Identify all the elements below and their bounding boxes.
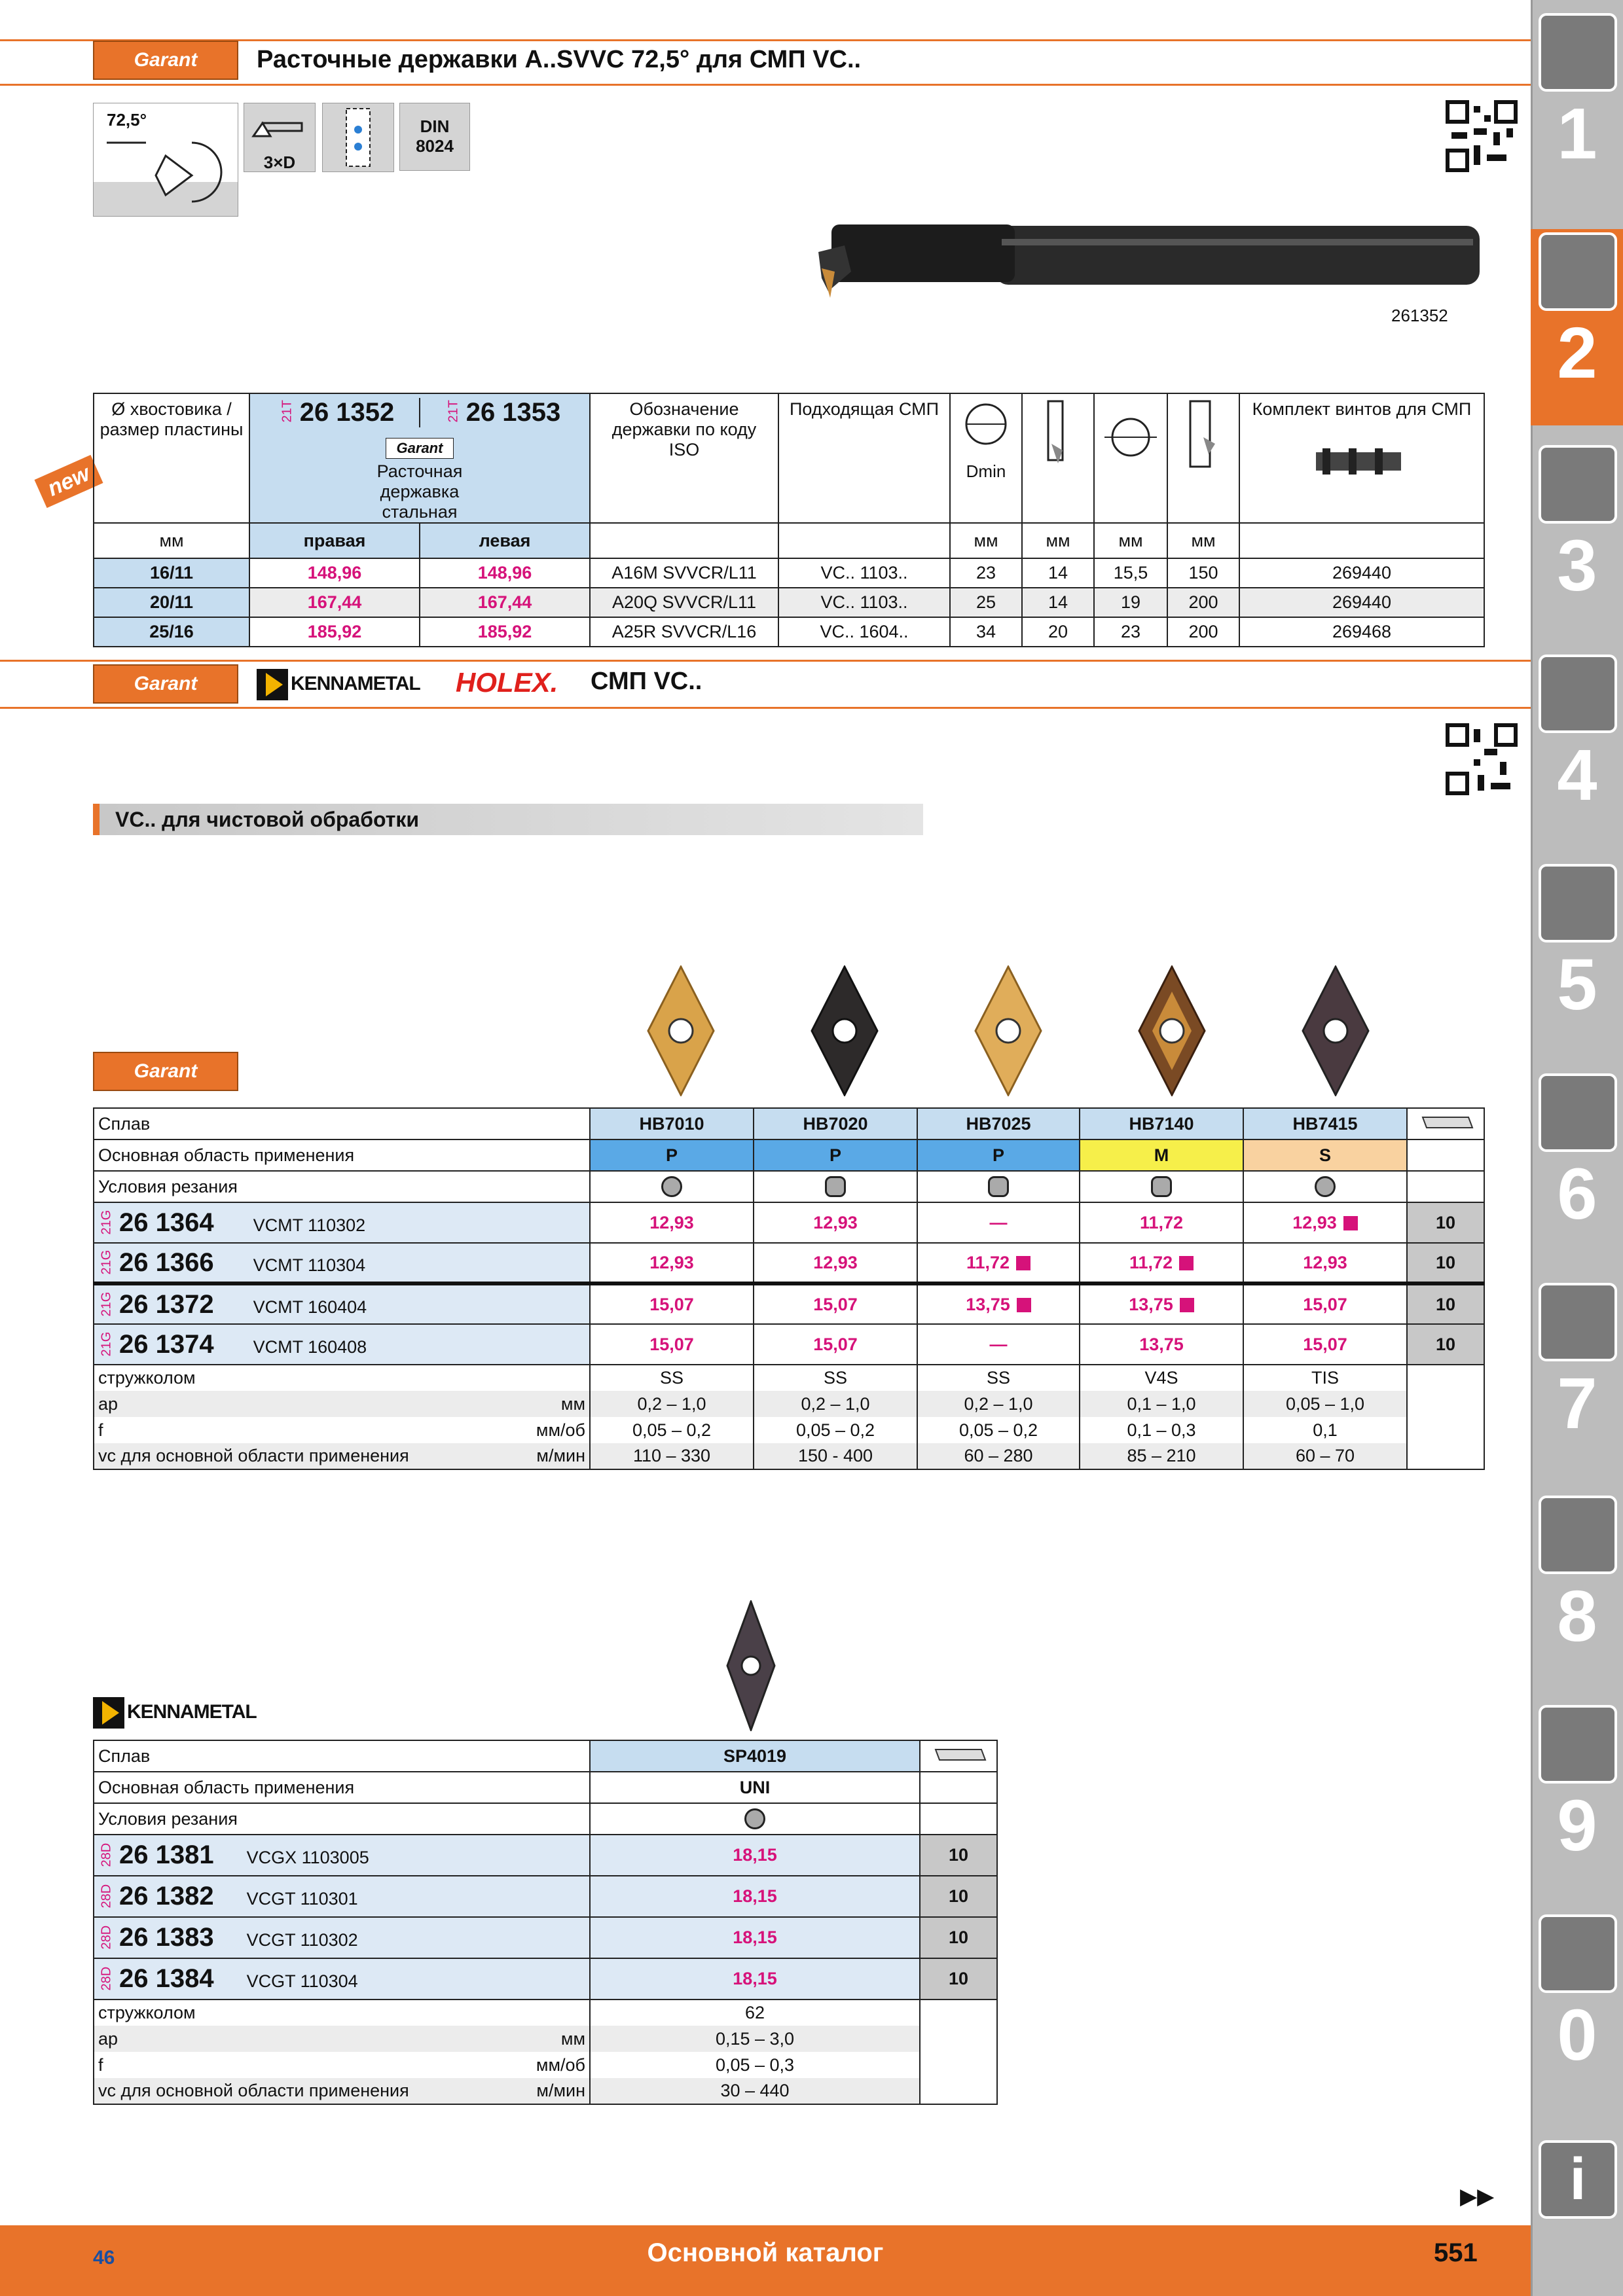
footer-title: Основной каталог — [647, 2238, 884, 2267]
coolant-icon — [322, 103, 394, 172]
table-row[interactable]: 28D 26 1383 VCGT 110302 18,15 10 — [94, 1917, 997, 1958]
kennametal-logo: KENNAMETAL — [93, 1693, 257, 1729]
garant-inserts-table: Сплав HB7010 HB7020 HB7025 HB7140 HB7415 Основная область применения P P P M S Условия резания 21G 26 1364 VCMT 110302 12,93 12,93 — 11,72 12,93 10 21G 26 1366 VCMT 110304 12,93 12,93 11,72 11,72 12,93 10 21G 26 1372 VCMT 160404 15,07 15,07 13,75 13,75 15,07 10 21G 26 1374 VCMT 160408 15,07 15,07 — 13,75 15,07 10 стружколом SS SS SS V4S TIS ap мм 0,2 – 1,0 0,2 – 1,0 0,2 – 1,0 0,1 – 1,0 0,05 – 1,0 f мм/об 0,05 – 0,2 0,05 – 0,2 0,05 – 0,2 0,1 – 0,3 0,1 vc для основной области применения м/мин 110 – 330 150 - 400 60 – 280 85 – 210 60 – 70 — [93, 1107, 1485, 1470]
hammer-pliers-icon — [1539, 1283, 1617, 1361]
col-insert-header: Подходящая СМП — [778, 393, 950, 523]
table-row[interactable]: 20/11 167,44 167,44 A20Q SVVCR/L11 VC.. 1103.. 25 14 19 200 269440 — [94, 588, 1484, 617]
page-title: Расточные державки A..SVVC 72,5° для СМП VC.. — [257, 46, 862, 73]
insert-hb7010-image — [642, 965, 720, 1096]
table-row[interactable]: 28D 26 1381 VCGX 1103005 18,15 10 — [94, 1835, 997, 1876]
footer-left-page: 46 — [93, 2247, 115, 2269]
col-screws-header: Комплект винтов для СМП — [1239, 393, 1484, 523]
stock-marker-icon — [1343, 1216, 1358, 1230]
insert-icon — [1539, 232, 1617, 311]
insert-hb7025-image — [969, 965, 1048, 1096]
holder-table: Ø хвостовика / размер пластины 21T 26 1352 21T 26 1353 Garant Расточная державка стальная Обозначение державки по коду ISO Подходящая СМП Dmin Комплект винтов для СМП мм правая левая мм мм мм мм 16/11 148,96 148,96 A16M SVVCR/L11 VC.. 1103.. 23 14 15,5 150 269440 20/11 167,44 167,44 A20Q SVVCR/L11 VC.. 1103.. 25 14 19 200 269440 25/16 185,92 185,92 A25R SVVCR/L16 VC.. 1604.. 34 20 23 200 269468 — [93, 393, 1485, 647]
new-badge: new — [35, 455, 103, 508]
package-icon — [920, 1740, 997, 1772]
chapter-tab-4[interactable]: 4 — [1539, 655, 1616, 818]
table-row[interactable]: 21G 26 1372 VCMT 160404 15,07 15,07 13,75 13,75 15,07 10 — [94, 1283, 1484, 1324]
holder-desc: Расточная державка стальная — [376, 461, 463, 522]
next-page-arrow[interactable]: ▶▶ — [1460, 2184, 1495, 2209]
table-row[interactable]: 21G 26 1374 VCMT 160408 15,07 15,07 — 13,75 15,07 10 — [94, 1324, 1484, 1365]
wrench-icon — [1539, 1073, 1617, 1152]
table-row[interactable]: 16/11 148,96 148,96 A16M SVVCR/L11 VC.. 1103.. 23 14 15,5 150 269440 — [94, 558, 1484, 588]
cabinet-icon — [1539, 1705, 1617, 1784]
table-row[interactable]: 21G 26 1364 VCMT 110302 12,93 12,93 — 11,72 12,93 10 — [94, 1202, 1484, 1243]
condition-medium-icon — [988, 1176, 1009, 1197]
chapter-tab-info[interactable] — [1539, 2140, 1616, 2219]
stock-marker-icon — [1179, 1256, 1194, 1270]
insert-sp4019-image — [725, 1600, 777, 1731]
table-row[interactable]: 25/16 185,92 185,92 A25R SVVCR/L16 VC.. 1604.. 34 20 23 200 269468 — [94, 617, 1484, 647]
qr-code-icon — [1445, 723, 1518, 796]
stock-marker-icon — [1016, 1256, 1030, 1270]
num-left: 26 1353 — [465, 398, 561, 427]
stock-marker-icon — [1180, 1298, 1194, 1312]
chuck-icon — [1539, 445, 1617, 524]
diameter-icon — [1094, 393, 1167, 523]
dmin-icon: Dmin — [950, 393, 1022, 523]
section-title: СМП VC.. — [591, 668, 702, 695]
screws-icon — [1316, 446, 1408, 478]
chapter-tab-8[interactable]: 8 — [1539, 1496, 1616, 1659]
chapter-tab-3[interactable]: 3 — [1539, 445, 1616, 609]
garant-mini-logo: Garant — [386, 438, 454, 459]
kennametal-inserts-table: Сплав SP4019 Основная область применения UNI Условия резания 28D 26 1381 VCGX 1103005 18,15 10 28D 26 1382 VCGT 110301 18,15 10 28D 26 1383 VCGT 110302 18,15 10 28D 26 1384 VCGT 110304 18,15 10 стружколом 62 ap мм 0,15 – 3,0 f мм/об 0,05 – 0,3 vc для основной области применения м/мин 30 – 440 — [93, 1740, 998, 2105]
chapter-tab-2[interactable]: 2 — [1539, 232, 1616, 396]
footer-right-page: 551 — [1434, 2238, 1478, 2267]
angle-icon: 72,5° — [93, 103, 238, 217]
condition-good-icon — [1315, 1176, 1336, 1197]
holex-logo: HOLEX. — [456, 667, 558, 698]
insert-hb7415-image — [1296, 965, 1375, 1096]
condition-medium-icon — [1151, 1176, 1172, 1197]
depth-icon: 3×D — [244, 103, 316, 172]
insert-hb7140-image — [1133, 965, 1211, 1096]
width-icon — [1022, 393, 1094, 523]
garant-logo: Garant — [93, 1052, 238, 1091]
workbench-icon — [1539, 1496, 1617, 1574]
product-caption: 261352 — [1391, 306, 1448, 325]
chapter-tab-5[interactable]: 5 — [1539, 864, 1616, 1028]
length-icon — [1167, 393, 1239, 523]
chapter-tab-7[interactable]: 7 — [1539, 1283, 1616, 1446]
condition-good-icon — [744, 1808, 765, 1829]
saw-blade-icon — [1539, 864, 1617, 942]
condition-good-icon — [661, 1176, 682, 1197]
caliper-icon — [1539, 655, 1617, 733]
package-icon — [1407, 1108, 1484, 1139]
info-icon: i — [1539, 2140, 1617, 2219]
safety-icon — [1539, 1914, 1617, 1993]
garant-logo: Garant — [93, 664, 238, 704]
table-row[interactable]: 28D 26 1382 VCGT 110301 18,15 10 — [94, 1876, 997, 1917]
chapter-tab-0[interactable]: 0 — [1539, 1914, 1616, 2078]
table-row[interactable]: 21G 26 1366 VCMT 110304 12,93 12,93 11,72 11,72 12,93 10 — [94, 1243, 1484, 1283]
chapter-tab-1[interactable]: 1 — [1539, 13, 1616, 177]
qr-code-icon — [1445, 99, 1518, 173]
insert-hb7020-image — [805, 965, 884, 1096]
condition-medium-icon — [825, 1176, 846, 1197]
boring-bar-image — [805, 219, 1486, 311]
num-right: 26 1352 — [299, 398, 395, 427]
chapter-tab-9[interactable]: 9 — [1539, 1705, 1616, 1869]
garant-logo: Garant — [93, 41, 238, 80]
col-iso-header: Обозначение державки по коду ISO — [590, 393, 778, 523]
chapter-tab-6[interactable]: 6 — [1539, 1073, 1616, 1237]
stock-marker-icon — [1017, 1298, 1031, 1312]
kennametal-logo: KENNAMETAL — [257, 664, 420, 701]
holder-numbers-header: 21T 26 1352 21T 26 1353 Garant Расточная державка стальная — [249, 393, 590, 523]
table-row[interactable]: 28D 26 1384 VCGT 110304 18,15 10 — [94, 1958, 997, 2000]
subsection-bar: VC.. для чистовой обработки — [93, 804, 923, 835]
drill-icon — [1539, 13, 1617, 92]
din-icon: DIN 8024 — [399, 103, 470, 171]
col-shank-header: Ø хвостовика / размер пластины — [94, 393, 249, 523]
